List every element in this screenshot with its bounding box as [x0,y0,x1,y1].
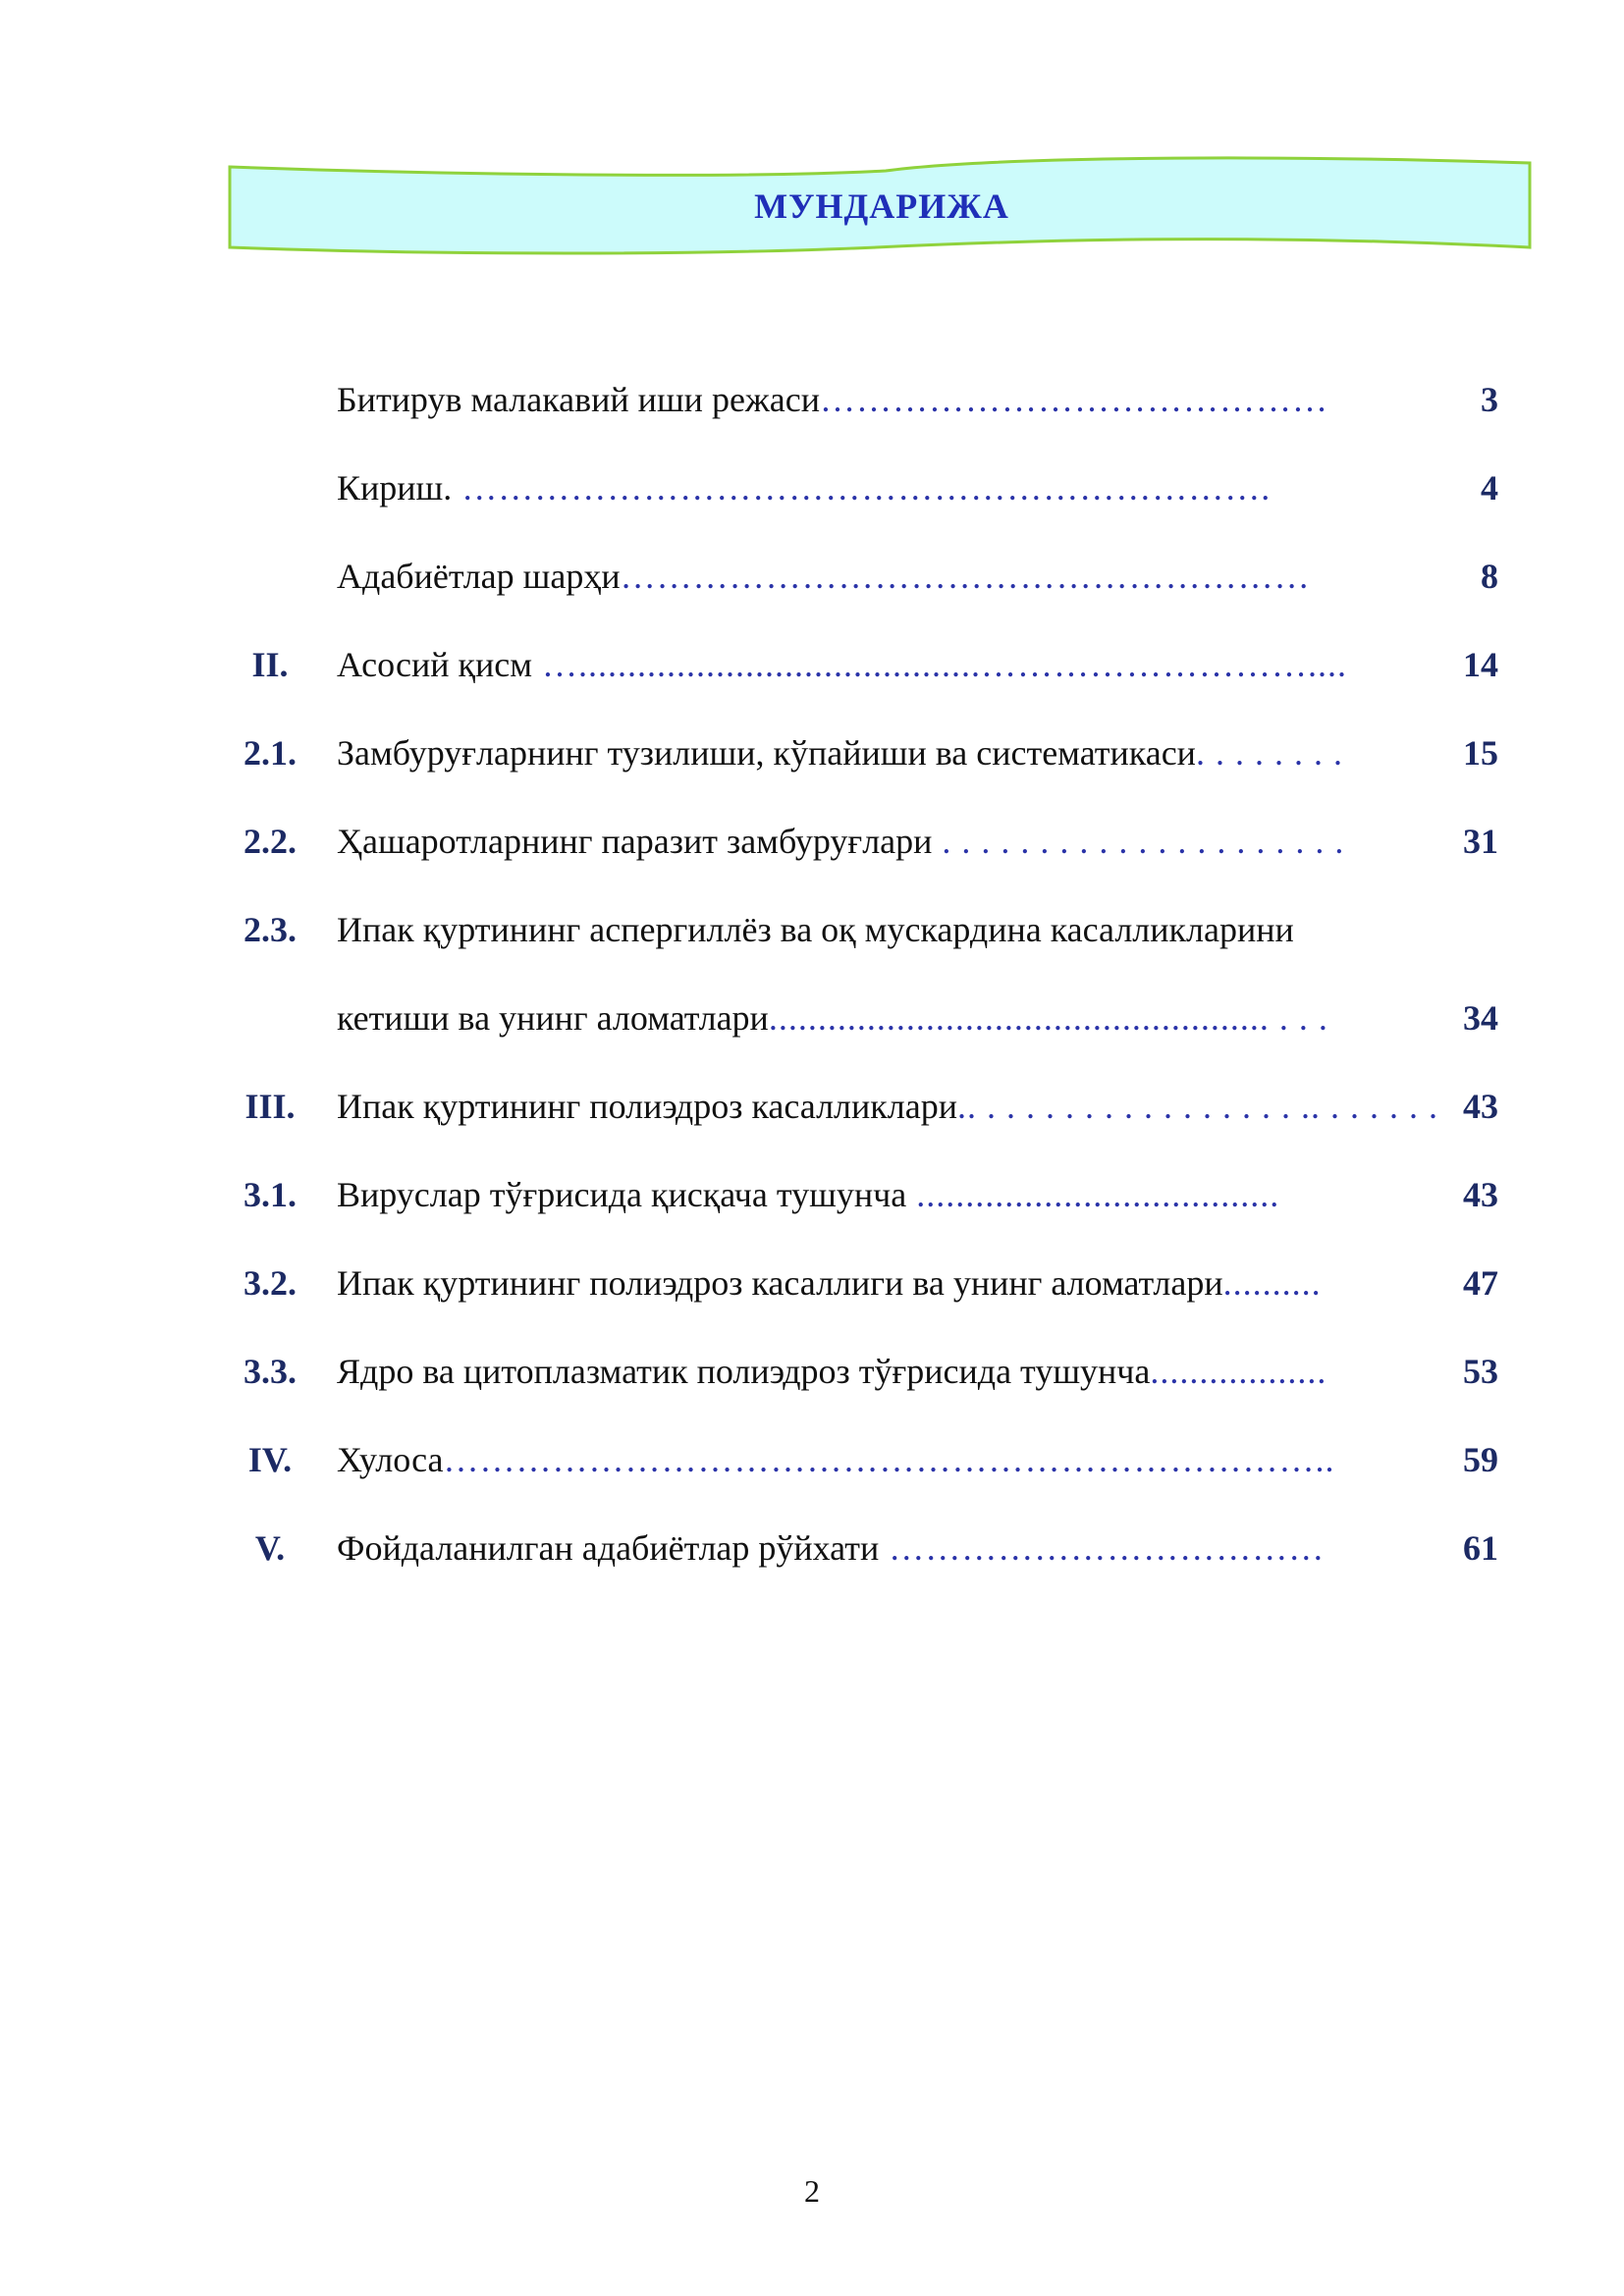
section-title [337,909,1294,950]
section-title [337,997,1328,1039]
section-title-text: Ипак қуртининг полиэдроз касаллиги ва унинг аломатлари [337,1263,1223,1303]
leader-dots: …………………………………… [820,380,1329,419]
section-title-text: Асосий қисм [337,645,533,684]
page-number: 2 [804,2173,820,2209]
toc-entry[interactable] [0,732,1624,791]
section-number: 2.1. [244,733,297,773]
leader-dots: ……………………………………………………………….. [443,1440,1335,1479]
section-number: 2.3. [244,910,297,949]
leader-dots: …………………………………………………………. [452,468,1272,507]
section-title [337,1262,1322,1304]
page-ref: 43 [1463,1175,1498,1214]
page-ref: 15 [1463,733,1498,773]
leader-dots: . . . . . . . . [1195,733,1343,773]
section-number: III. [244,1087,296,1126]
toc-entry[interactable] [0,644,1624,703]
page-ref: 31 [1463,822,1498,861]
section-number: 3.2. [244,1263,297,1303]
leader-dots: ................................................... . . . [768,998,1328,1038]
section-title-text: Вируслар тўғрисида қисқача тушунча [337,1175,907,1214]
leader-dots: ………………………………………………… [620,557,1311,596]
section-title [337,1351,1326,1392]
page-ref: 43 [1463,1087,1498,1126]
leader-dots: ……………………………… [879,1528,1326,1568]
section-title-text: Ипак қуртининг полиэдроз касалликлари [337,1087,957,1126]
page-ref: 3 [1481,380,1498,419]
section-title-text: Адабиётлар шарҳи [337,557,621,596]
page-ref: 61 [1463,1528,1498,1568]
toc-entry[interactable] [0,1086,1624,1145]
section-title [337,556,1311,597]
section-title [337,644,1347,685]
toc-entry[interactable] [0,821,1624,880]
page-ref: 4 [1481,468,1498,507]
page-ref: 53 [1463,1352,1498,1391]
toc-entry[interactable] [0,1174,1624,1233]
toc-entry[interactable] [0,379,1624,438]
toc-entry[interactable] [0,467,1624,526]
section-title-text: Фойдаланилган адабиётлар рўйхати [337,1528,880,1568]
toc-entry[interactable] [0,909,1624,968]
section-title [337,1527,1325,1569]
toc-entry-continuation[interactable] [0,997,1624,1056]
page-ref: 8 [1481,557,1498,596]
section-title-text: Битирув малакавий иши режаси [337,380,821,419]
section-title [337,821,1344,862]
section-number: IV. [247,1440,293,1479]
section-title-text: Кириш. [337,468,453,507]
leader-dots: . . . . . . . . . . . . . . . . . . . . . [932,822,1345,861]
section-number: 3.1. [244,1175,297,1214]
leader-dots: ..................................... [906,1175,1280,1214]
page-ref: 34 [1463,998,1498,1038]
section-number: II. [251,645,289,684]
section-title-text: Ҳашаротларнинг паразит замбуруғлари [337,822,933,861]
page-ref: 14 [1463,645,1498,684]
section-title [337,732,1343,774]
leader-dots: .................. [1150,1352,1327,1391]
page-ref: 47 [1463,1263,1498,1303]
leader-dots: .......... [1222,1263,1322,1303]
section-title-text: Ядро ва цитоплазматик полиэдроз тўғрисида тушунча [337,1352,1151,1391]
section-title [337,1086,1438,1127]
section-title-text: Хулоса [337,1440,444,1479]
section-title [337,467,1271,508]
leader-dots: .. . . . . . . . . . . . . . . . . .. . . . . . . [957,1087,1438,1126]
toc-entry[interactable] [0,1527,1624,1586]
section-number: V. [254,1528,286,1568]
toc-entry[interactable] [0,556,1624,614]
title-banner [228,153,1536,259]
page-ref: 59 [1463,1440,1498,1479]
section-title-text: кетиши ва унинг аломатлари [337,998,769,1038]
section-title-text: Ипак қуртининг аспергиллёз ва оқ мускардина касалликларини [337,910,1294,949]
page-title: МУНДАРИЖА [754,187,1009,226]
section-title [337,379,1328,420]
toc-entry[interactable] [0,1262,1624,1321]
toc-entry[interactable] [0,1351,1624,1410]
section-number: 3.3. [244,1352,297,1391]
leader-dots: ….........................................……………………….... [532,645,1348,684]
section-title [337,1174,1279,1215]
section-number: 2.2. [244,822,297,861]
section-title-text: Замбуруғларнинг тузилиши, кўпайиши ва систематикаси [337,733,1196,773]
section-title [337,1439,1335,1480]
toc-entry[interactable] [0,1439,1624,1498]
